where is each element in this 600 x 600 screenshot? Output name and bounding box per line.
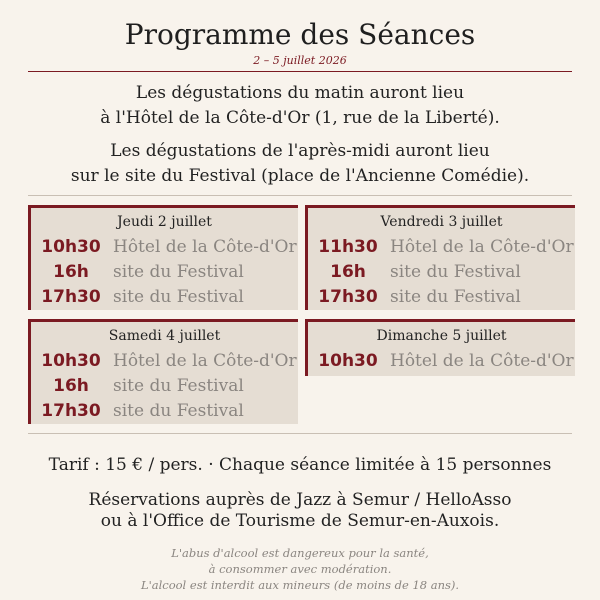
legal-line: à consommer avec modération. (208, 562, 392, 576)
schedule-divider (28, 433, 572, 434)
legal-line: L'abus d'alcool est dangereux pour la santé, (171, 546, 429, 560)
session-time: 11h30 (318, 237, 378, 257)
session-time: 10h30 (41, 351, 101, 371)
session-time: 16h (330, 262, 366, 282)
session-place: Hôtel de la Côte-d'Or (113, 351, 297, 371)
session-slot (308, 349, 575, 373)
intro-divider (28, 195, 572, 196)
legal-notice (0, 545, 600, 593)
day-card-jeudi (28, 205, 298, 310)
session-place: Hôtel de la Côte-d'Or (390, 237, 574, 257)
morning-info-line: à l'Hôtel de la Côte-d'Or (1, rue de la Liberté). (100, 108, 500, 128)
session-time: 10h30 (41, 237, 101, 257)
afternoon-info-line: Les dégustations de l'après-midi auront lieu (110, 141, 490, 161)
day-label: Samedi 4 juillet (108, 328, 221, 344)
session-place: site du Festival (390, 262, 521, 282)
session-time: 10h30 (318, 351, 378, 371)
session-place: site du Festival (390, 287, 521, 307)
session-slot (31, 260, 298, 284)
session-place: site du Festival (113, 376, 244, 396)
session-slot (308, 235, 575, 259)
session-place: site du Festival (113, 262, 244, 282)
day-label: Dimanche 5 juillet (376, 328, 507, 344)
session-time: 17h30 (318, 287, 378, 307)
session-slot (31, 349, 298, 373)
morning-info-line: Les dégustations du matin auront lieu (135, 83, 465, 103)
legal-line: L'alcool est interdit aux mineurs (de moins de 18 ans). (140, 578, 460, 592)
day-label: Jeudi 2 juillet (117, 214, 212, 230)
session-place: site du Festival (113, 287, 244, 307)
session-time: 16h (53, 376, 89, 396)
reservation-line: ou à l'Office de Tourisme de Semur-en-Auxois. (100, 511, 500, 531)
title-divider (28, 71, 572, 72)
session-place: Hôtel de la Côte-d'Or (113, 237, 297, 257)
date-range-subtitle: 2 – 5 juillet 2026 (253, 54, 347, 67)
day-card-dimanche (305, 319, 575, 376)
session-time: 16h (53, 262, 89, 282)
session-place: Hôtel de la Côte-d'Or (390, 351, 574, 371)
afternoon-info-line: sur le site du Festival (place de l'Ancienne Comédie). (70, 166, 530, 186)
pricing-info: Tarif : 15 € / pers. · Chaque séance limitée à 15 personnes (48, 455, 552, 475)
page-title: Programme des Séances (124, 18, 476, 51)
reservation-info (0, 490, 600, 532)
morning-info (0, 81, 600, 131)
day-card-samedi (28, 319, 298, 424)
session-slot (308, 260, 575, 284)
session-slot (308, 285, 575, 309)
session-time: 17h30 (41, 401, 101, 421)
session-time: 17h30 (41, 287, 101, 307)
day-label: Vendredi 3 juillet (380, 214, 503, 230)
session-slot (31, 285, 298, 309)
reservation-line: Réservations auprès de Jazz à Semur / HelloAsso (88, 490, 512, 510)
session-place: site du Festival (113, 401, 244, 421)
afternoon-info (0, 139, 600, 189)
day-card-vendredi (305, 205, 575, 310)
session-slot (31, 374, 298, 398)
session-slot (31, 399, 298, 423)
session-slot (31, 235, 298, 259)
